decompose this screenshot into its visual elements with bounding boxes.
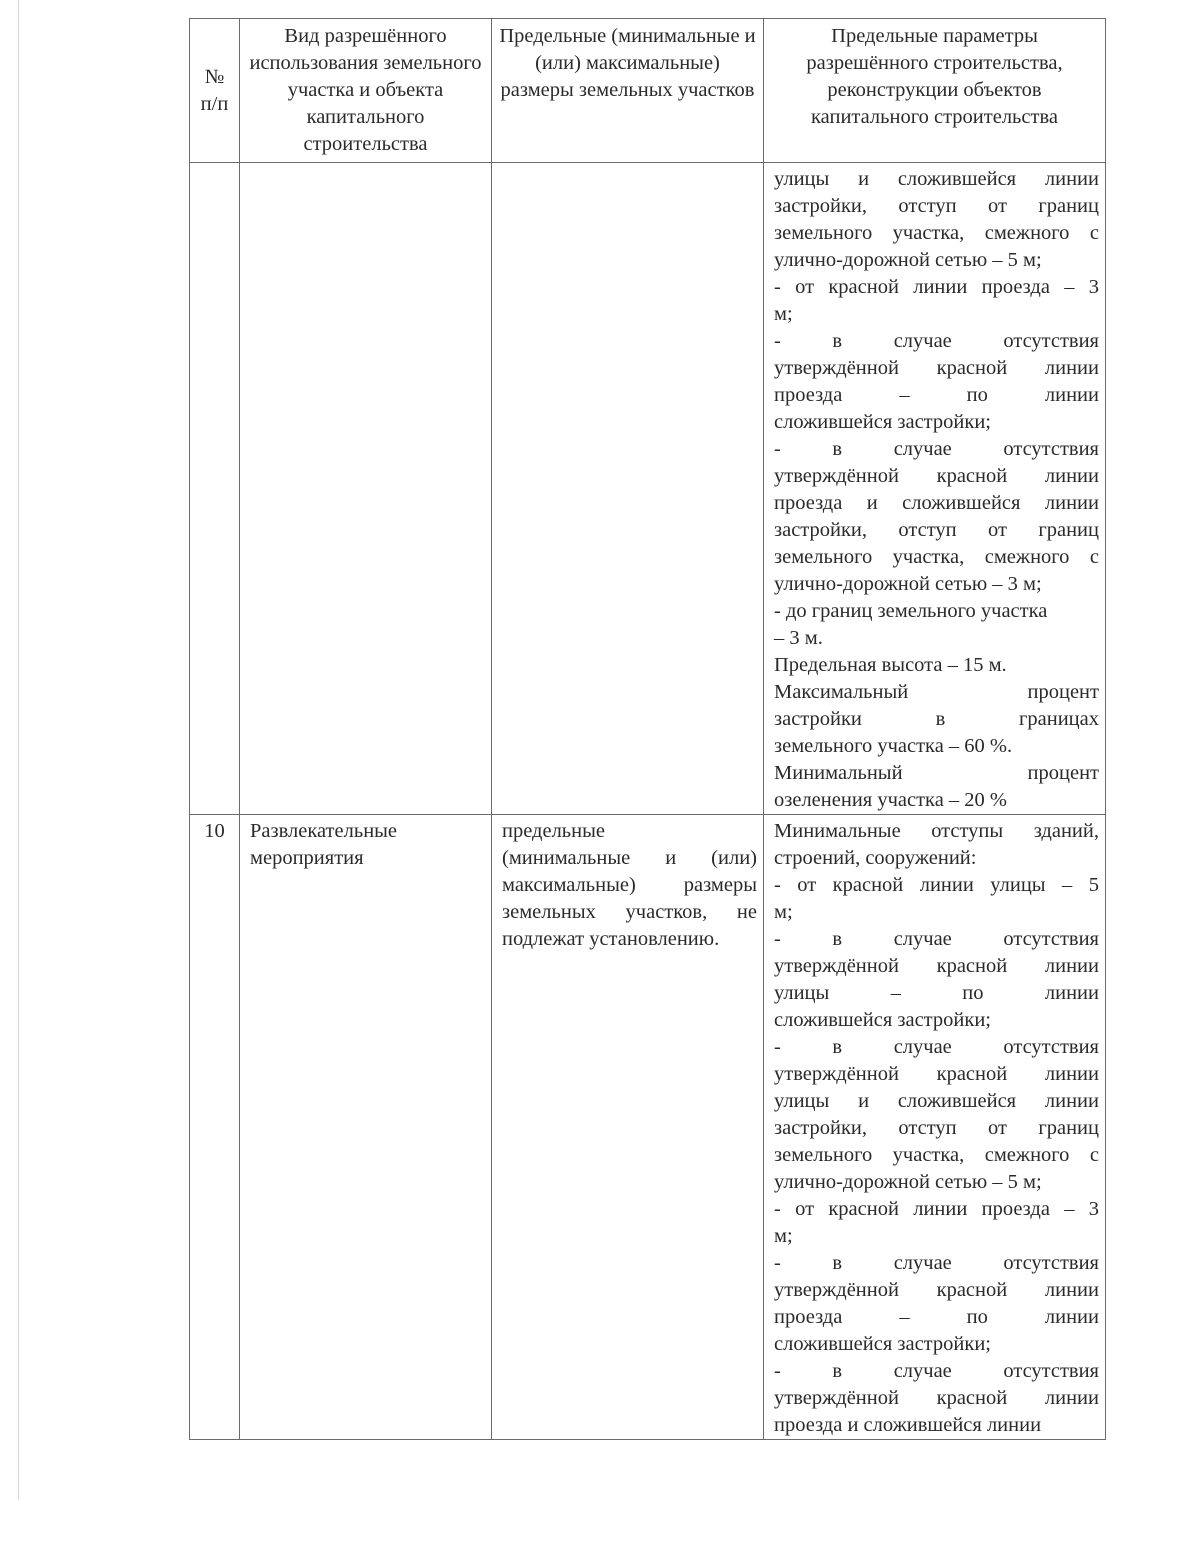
text-line: застройки в границах [774, 708, 1099, 730]
row-plot-sizes [492, 163, 764, 815]
row-use-type [240, 163, 492, 815]
table-row [190, 815, 1106, 1440]
text-line: Предельная высота – 15 м. [774, 654, 1007, 676]
text-line: м; [774, 901, 793, 923]
table-row [190, 163, 1106, 815]
text-line: утверждённой красной линии [774, 955, 1099, 977]
header-build-params: Предельные параметры разрешённого строительства, реконструкции объектов капитального строительства [764, 19, 1106, 163]
text-line: застройки, отступ от границ [774, 519, 1099, 541]
text-line: – 3 м. [774, 627, 823, 649]
row-use-type: Развлекательные мероприятия [240, 815, 492, 1440]
text-line: земельного участка – 60 %. [774, 735, 1013, 757]
text-line: земельного участка, смежного с [774, 222, 1099, 244]
text-line: - до границ земельного участка [774, 600, 1048, 622]
row-plot-sizes [492, 815, 764, 1440]
text-line: подлежат установлению. [502, 928, 720, 950]
text-line: м; [774, 1225, 793, 1247]
text-line: Минимальный процент [774, 762, 1099, 784]
text-line: утверждённой красной линии [774, 1279, 1099, 1301]
text-line: утверждённой красной линии [774, 357, 1099, 379]
text-line: строений, сооружений: [774, 847, 977, 869]
text-line: сложившейся застройки; [774, 1009, 991, 1031]
text-line: - от красной линии проезда – 3 [774, 276, 1099, 298]
text-line: - в случае отсутствия [774, 1360, 1099, 1382]
land-use-table [189, 18, 1106, 1440]
text-line: улично-дорожной сетью – 3 м; [774, 573, 1042, 595]
text-line: улицы и сложившейся линии [774, 1090, 1099, 1112]
text-line: утверждённой красной линии [774, 1063, 1099, 1085]
text-line: сложившейся застройки; [774, 1333, 991, 1355]
row-build-params [764, 815, 1106, 1440]
table-header-row [190, 19, 1106, 163]
text-line: проезда – по линии [774, 384, 1099, 406]
text-line: утверждённой красной линии [774, 1387, 1099, 1409]
text-line: максимальные) размеры [502, 874, 757, 896]
text-line: (минимальные и (или) [502, 847, 757, 869]
text-line: застройки, отступ от границ [774, 1117, 1099, 1139]
text-line: земельных участков, не [502, 901, 757, 923]
text-line: проезда и сложившейся линии [774, 1414, 1042, 1436]
row-build-params [764, 163, 1106, 815]
text-line: Максимальный процент [774, 681, 1099, 703]
text-line: земельного участка, смежного с [774, 1144, 1099, 1166]
text-line: улично-дорожной сетью – 5 м; [774, 249, 1042, 271]
text-line: м; [774, 303, 793, 325]
text-line: улично-дорожной сетью – 5 м; [774, 1171, 1042, 1193]
header-use-type: Вид разрешённого использования земельного участка и объекта капитального строительства [240, 19, 492, 163]
text-line: - в случае отсутствия [774, 438, 1099, 460]
text-line: утверждённой красной линии [774, 465, 1099, 487]
row-number [190, 163, 240, 815]
text-line: - в случае отсутствия [774, 1036, 1099, 1058]
scan-edge-line [18, 0, 19, 1500]
text-line: улицы и сложившейся линии [774, 168, 1099, 190]
text-line: застройки, отступ от границ [774, 195, 1099, 217]
text-line: - в случае отсутствия [774, 928, 1099, 950]
text-line: улицы – по линии [774, 982, 1099, 1004]
text-line: Минимальные отступы зданий, [774, 820, 1099, 842]
text-line: - от красной линии проезда – 3 [774, 1198, 1099, 1220]
text-line: проезда и сложившейся линии [774, 492, 1099, 514]
text-line: сложившейся застройки; [774, 411, 991, 433]
text-line: - в случае отсутствия [774, 330, 1099, 352]
text-line: предельные [502, 820, 606, 842]
text-line: - в случае отсутствия [774, 1252, 1099, 1274]
text-line: земельного участка, смежного с [774, 546, 1099, 568]
text-line: проезда – по линии [774, 1306, 1099, 1328]
row-number: 10 [190, 815, 240, 1440]
header-plot-sizes: Предельные (минимальные и (или) максимальные) размеры земельных участков [492, 19, 764, 163]
header-num: № п/п [190, 19, 240, 163]
text-line: - от красной линии улицы – 5 [774, 874, 1099, 896]
text-line: озеленения участка – 20 % [774, 789, 1008, 811]
